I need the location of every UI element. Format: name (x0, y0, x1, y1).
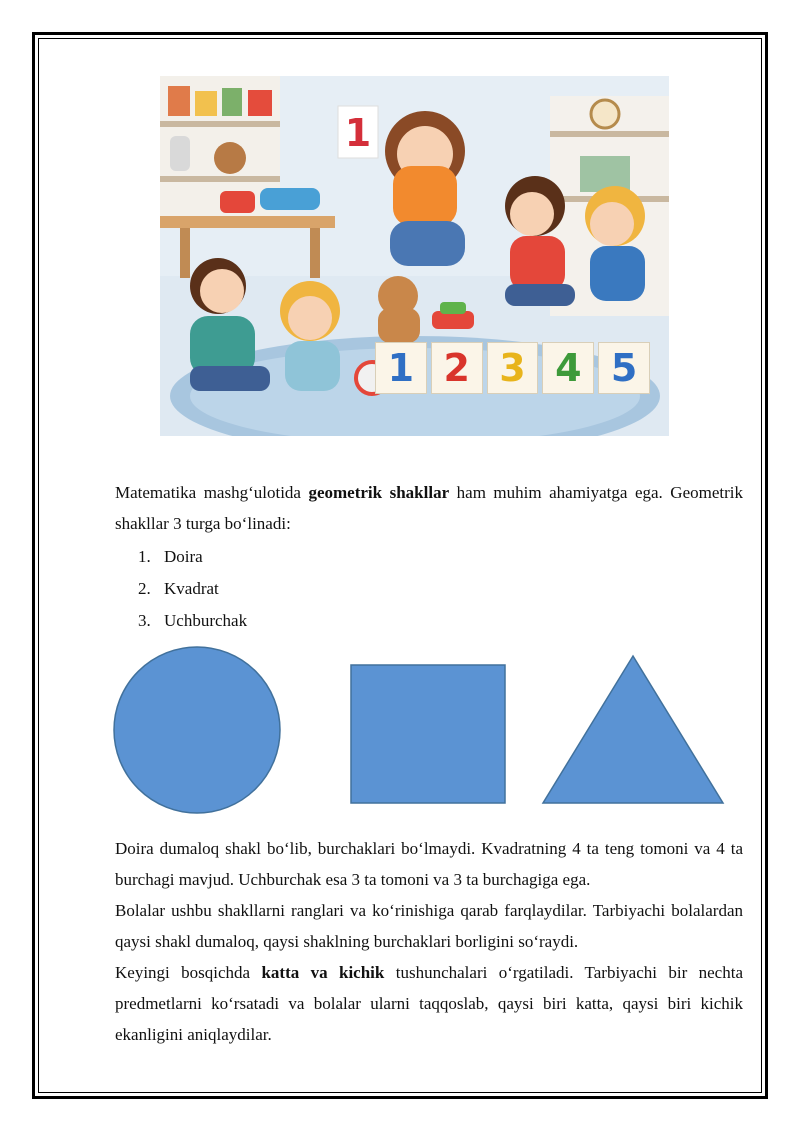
triangle-shape (543, 656, 723, 803)
list-number: 3. (138, 611, 151, 630)
classroom-illustration (160, 76, 669, 436)
square-shape (351, 665, 505, 803)
number-block: 3 (487, 342, 539, 394)
list-number: 2. (138, 579, 151, 598)
paragraph-children: Bolalar ushbu shakllarni ranglari va ko‘rinishiga qarab farqlaydilar. Tarbiyachi bolalardan qaysi shakl dumaloq, qaysi shaklning burchaklari borligini so‘raydi. (115, 901, 743, 951)
intro-text-2: ham muhim ahamiyatga ega. Geometrik shakllar 3 turga bo‘linadi: (115, 483, 744, 533)
intro-paragraph (115, 477, 743, 539)
svg-text:1: 1 (344, 111, 372, 155)
number-block: 2 (431, 342, 483, 394)
description (115, 833, 743, 1050)
shapes-figure (100, 645, 740, 815)
circle-shape (114, 647, 280, 813)
list-label: Uchburchak (164, 611, 248, 630)
size-bold-term: katta va kichik (261, 963, 385, 982)
shape-list (138, 541, 247, 637)
list-label: Kvadrat (164, 579, 219, 598)
number-blocks (375, 342, 650, 392)
paragraph-size (115, 957, 743, 1050)
size-text-2: tushunchalari o‘rgatiladi. Tarbiyachi bir nechta predmetlarni ko‘rsatadi va bolalar ularni taqqoslab, qaysi biri katta, qaysi biri kichik ekanligini aniqlaydilar. (115, 963, 743, 1044)
size-text-1: Keyingi bosqichda (115, 963, 262, 982)
number-block: 5 (598, 342, 650, 394)
list-number: 1. (138, 547, 151, 566)
intro-text-1: Matematika mashg‘ulotida (115, 483, 309, 502)
list-item (138, 605, 247, 637)
intro-bold-term: geometrik shakllar (308, 483, 450, 502)
paragraph-shapes: Doira dumaloq shakl bo‘lib, burchaklari bo‘lmaydi. Kvadratning 4 ta teng tomoni va 4 ta burchagi mavjud. Uchburchak esa 3 ta tomoni va 3 ta burchagiga ega. (115, 839, 743, 889)
list-label: Doira (164, 547, 203, 566)
number-block: 1 (375, 342, 427, 394)
list-item (138, 573, 247, 605)
list-item (138, 541, 247, 573)
number-block: 4 (542, 342, 594, 394)
